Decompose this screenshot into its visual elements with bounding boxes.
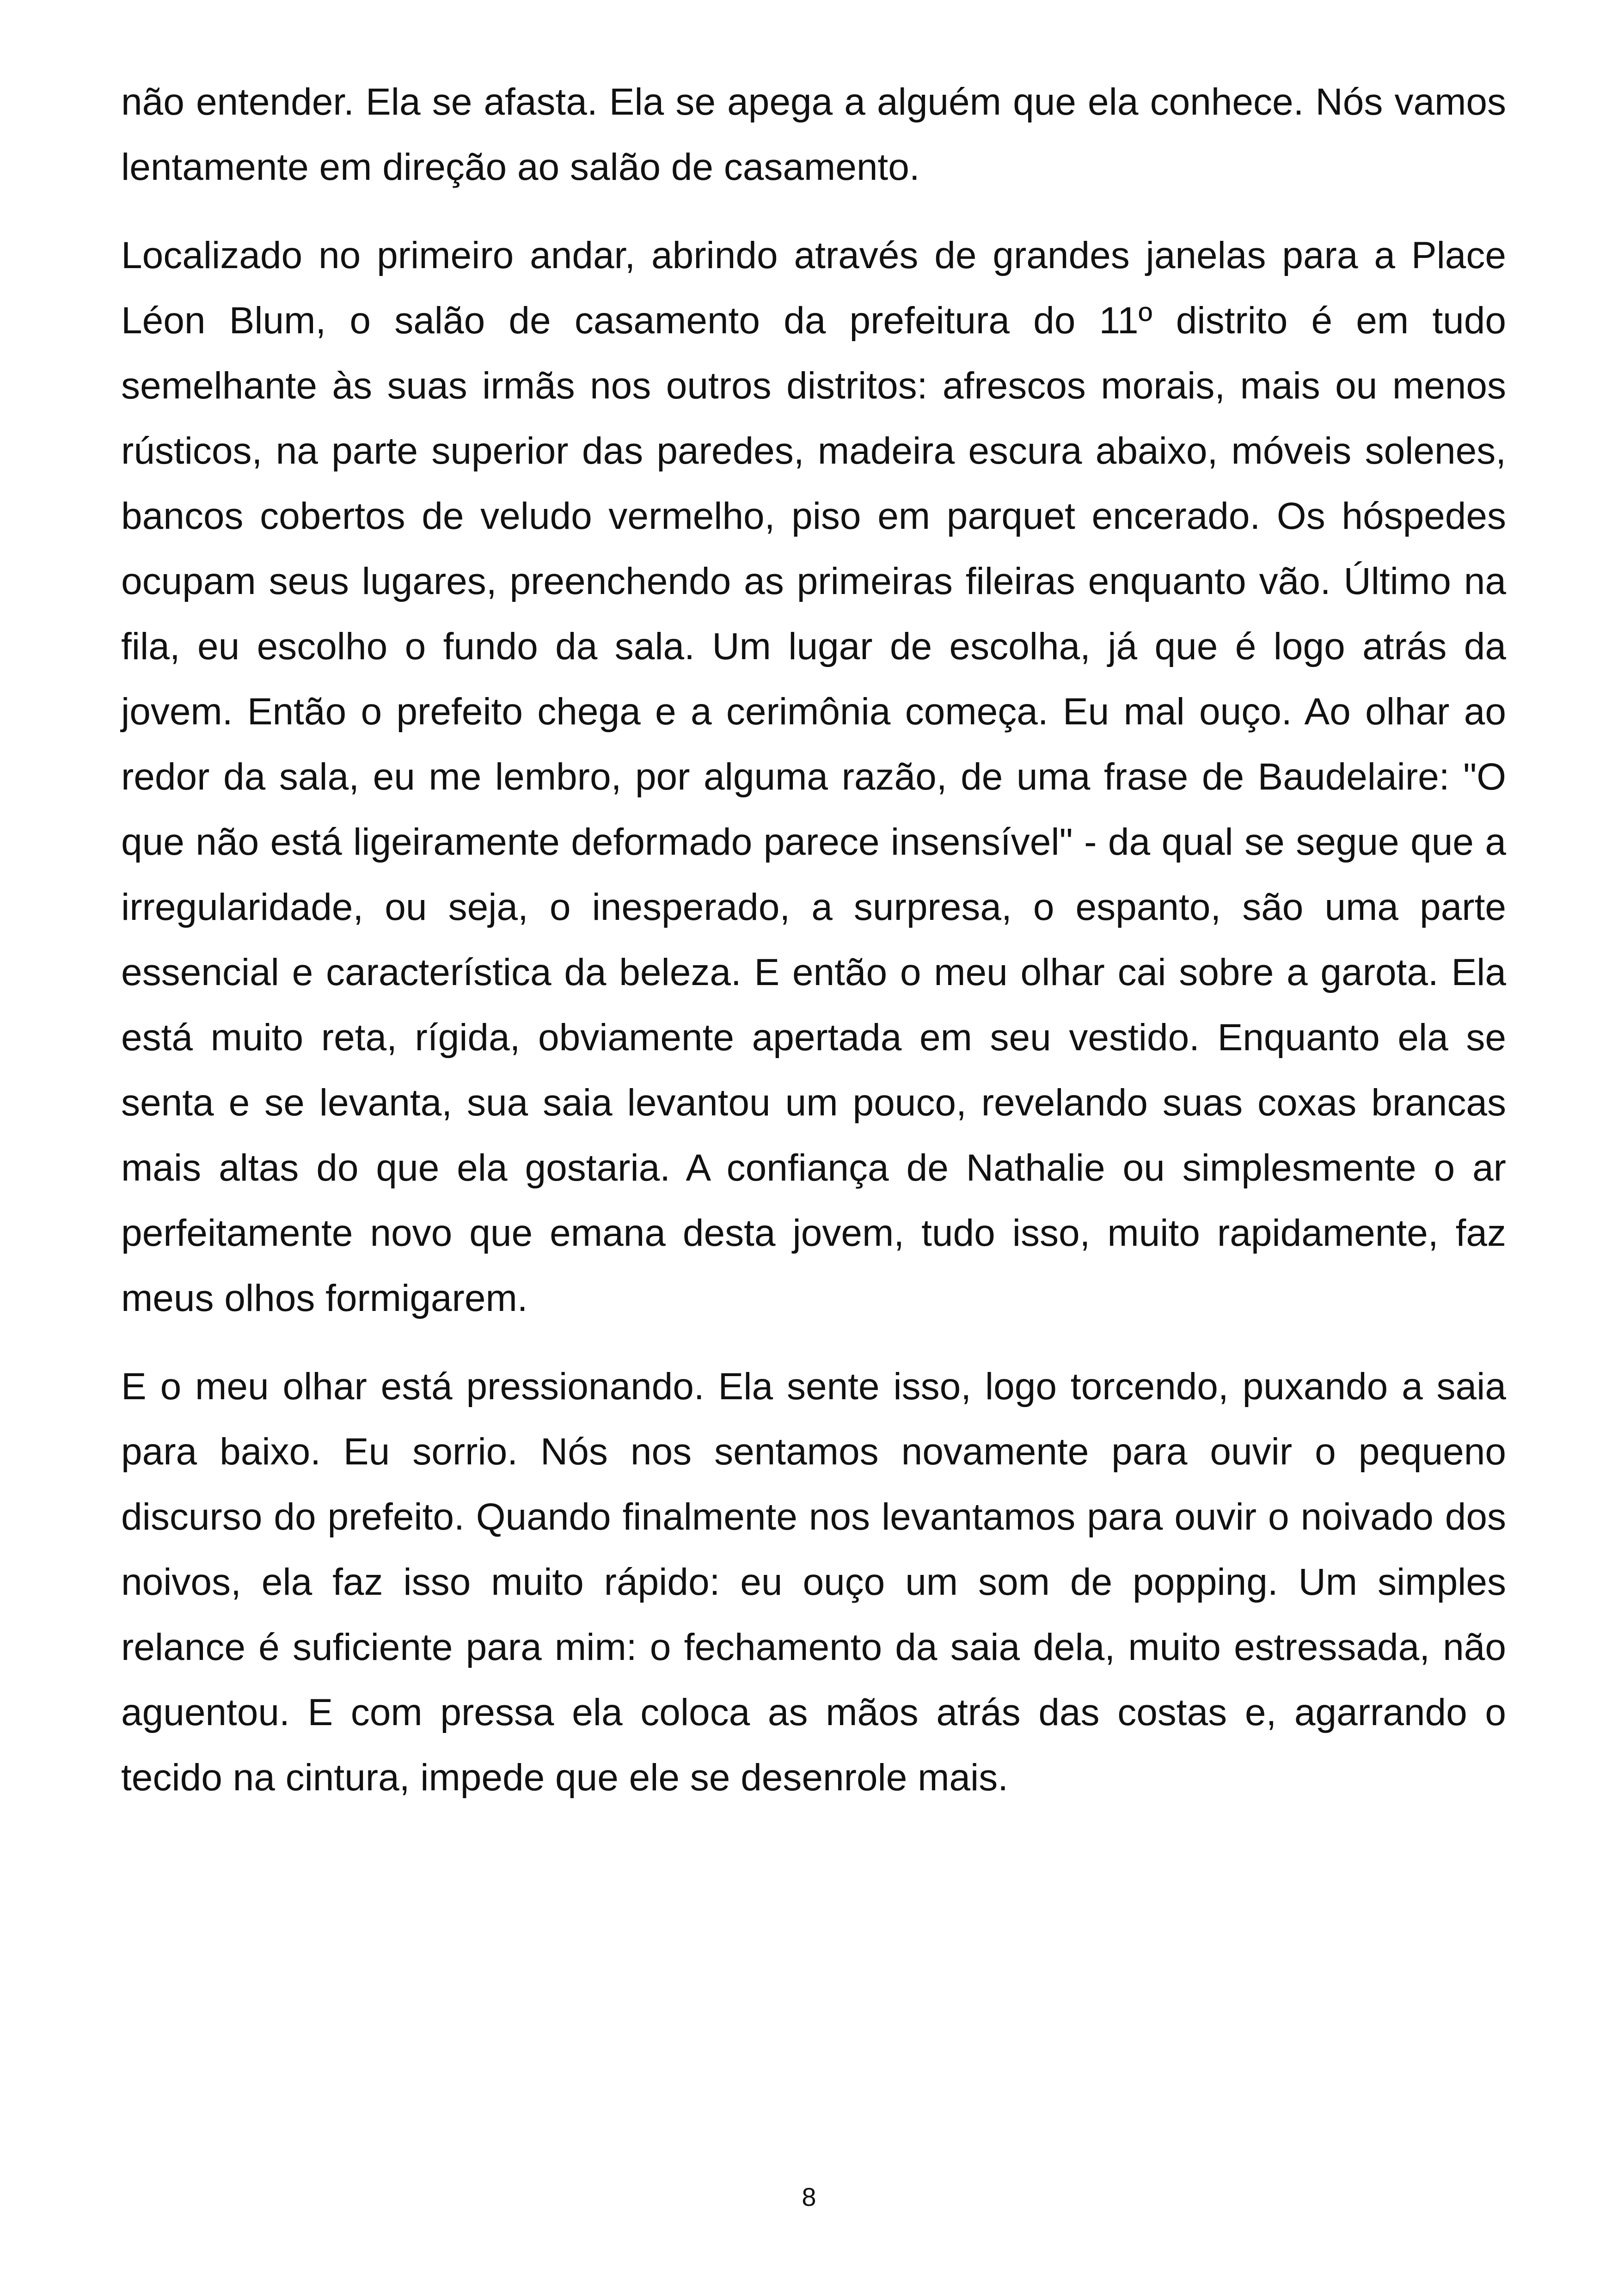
paragraph-2: Localizado no primeiro andar, abrindo através de grandes janelas para a Place Léon Blum, o salão de casamento da prefeitura do 11º distrito é em tudo semelhante às suas irmãs nos outros distritos: afrescos morais, mais ou menos rústicos, na parte superior das paredes, madeira escura abaixo, móveis solenes, bancos cobertos de veludo vermelho, piso em parquet encerado. Os hóspedes ocupam seus lugares, preenchendo as primeiras fileiras enquanto vão. Último na fila, eu escolho o fundo da sala. Um lugar de escolha, já que é logo atrás da jovem. Então o prefeito chega e a cerimônia começa. Eu mal ouço. Ao olhar ao redor da sala, eu me lembro, por alguma razão, de uma frase de Baudelaire: "O que não está ligeiramente deformado parece insensível" - da qual se segue que a irregularidade, ou seja, o inesperado, a surpresa, o espanto, são uma parte essencial e característica da beleza. E então o meu olhar cai sobre a garota. Ela está muito reta, rígida, obviamente apertada em seu vestido. Enquanto ela se senta e se levanta, sua saia levantou um pouco, revelando suas coxas brancas mais altas do que ela gostaria. A confiança de Nathalie ou simplesmente o ar perfeitamente novo que emana desta jovem, tudo isso, muito rapidamente, faz meus olhos formigarem. xyxy=(121,234,1506,1319)
paragraph-3: E o meu olhar está pressionando. Ela sente isso, logo torcendo, puxando a saia para baixo. Eu sorrio. Nós nos sentamos novamente para ouvir o pequeno discurso do prefeito. Quando finalmente nos levantamos para ouvir o noivado dos noivos, ela faz isso muito rápido: eu ouço um som de popping. Um simples relance é suficiente para mim: o fechamento da saia dela, muito estressada, não aguentou. E com pressa ela coloca as mãos atrás das costas e, agarrando o tecido na cintura, impede que ele se desenrole mais. xyxy=(121,1365,1506,1799)
page-number: 8 xyxy=(802,2182,816,2211)
paragraph-1: não entender. Ela se afasta. Ela se apega a alguém que ela conhece. Nós vamos lentamente em direção ao salão de casamento. xyxy=(121,81,1506,188)
body-text xyxy=(121,69,1506,1833)
